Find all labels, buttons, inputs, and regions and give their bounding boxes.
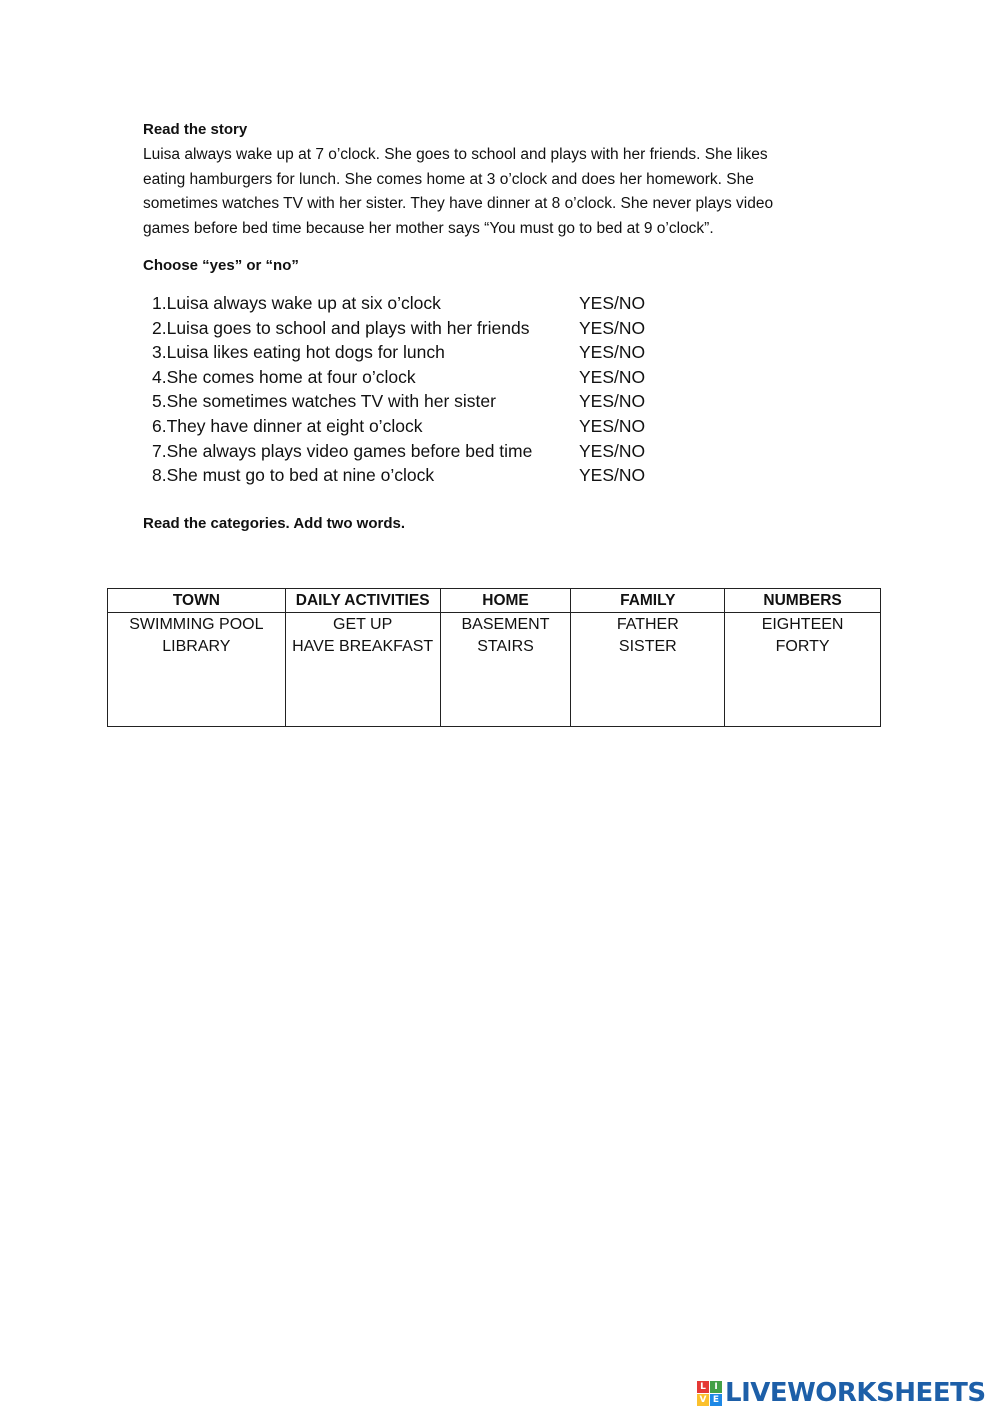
category-cell-home[interactable] — [440, 613, 571, 727]
story-line: sometimes watches TV with her sister. They have dinner at 8 o’clock. She never plays video — [143, 195, 774, 212]
yes-no-question-list — [152, 291, 672, 488]
story-line: eating hamburgers for lunch. She comes home at 3 o’clock and does her homework. She — [143, 170, 754, 188]
column-header-daily-activities: DAILY ACTIVITIES — [285, 589, 440, 613]
question-row — [152, 316, 672, 341]
category-word: LIBRARY — [162, 638, 231, 655]
category-word: BASEMENT — [461, 616, 550, 633]
category-cell-family[interactable] — [571, 613, 725, 727]
categories-heading: Read the categories. Add two words. — [143, 515, 405, 532]
question-text: 5.She sometimes watches TV with her sister — [152, 391, 496, 412]
yes-no-answer[interactable]: YES/NO — [579, 465, 646, 486]
question-text: 4.She comes home at four o’clock — [152, 366, 416, 387]
category-word: SWIMMING POOL — [129, 616, 264, 633]
brand-name: LIVEWORKSHEETS — [725, 1378, 986, 1408]
category-word: HAVE BREAKFAST — [292, 638, 434, 655]
category-cell-daily-activities[interactable] — [285, 613, 440, 727]
question-row — [152, 365, 672, 390]
question-text: 2.Luisa goes to school and plays with her friends — [152, 317, 530, 338]
yes-no-answer[interactable]: YES/NO — [579, 391, 646, 412]
logo-tile: E — [710, 1394, 722, 1406]
story-line: Luisa always wake up at 7 o’clock. She goes to school and plays with her friends. She likes — [143, 146, 768, 163]
liveworksheets-logo-icon — [697, 1381, 722, 1406]
story-heading: Read the story — [143, 121, 248, 138]
question-row — [152, 340, 672, 365]
story-line: games before bed time because her mother says “You must go to bed at 9 o’clock”. — [143, 219, 714, 237]
category-word: EIGHTEEN — [761, 616, 844, 633]
yes-no-answer[interactable]: YES/NO — [579, 440, 646, 461]
question-row — [152, 414, 672, 439]
question-text: 1.Luisa always wake up at six o’clock — [152, 293, 441, 313]
story-paragraph — [143, 143, 843, 241]
question-text: 6.They have dinner at eight o’clock — [152, 415, 423, 436]
column-header-town: TOWN — [108, 589, 286, 613]
question-row — [152, 463, 672, 488]
question-text: 3.Luisa likes eating hot dogs for lunch — [152, 342, 445, 363]
yes-no-answer[interactable]: YES/NO — [579, 366, 646, 387]
logo-tile: L — [697, 1381, 709, 1393]
yes-no-answer[interactable]: YES/NO — [579, 415, 646, 436]
yes-no-answer[interactable]: YES/NO — [579, 342, 646, 363]
column-header-home: HOME — [440, 589, 571, 613]
category-cell-numbers[interactable] — [725, 613, 881, 727]
category-word: GET UP — [333, 616, 393, 633]
question-text: 8.She must go to bed at nine o’clock — [152, 465, 435, 486]
question-row — [152, 439, 672, 464]
question-row — [152, 291, 672, 316]
liveworksheets-brand — [697, 1378, 986, 1408]
category-cell-town[interactable] — [108, 613, 286, 727]
category-word: FORTY — [775, 638, 830, 655]
yes-no-answer[interactable]: YES/NO — [579, 317, 646, 338]
category-word: SISTER — [618, 638, 677, 655]
table-header-row — [108, 589, 881, 613]
category-word: STAIRS — [477, 638, 534, 655]
category-word: FATHER — [616, 616, 679, 633]
logo-tile: V — [697, 1394, 709, 1406]
question-text: 7.She always plays video games before bed time — [152, 440, 533, 461]
logo-tile: I — [710, 1381, 722, 1393]
yes-no-heading: Choose “yes” or “no” — [143, 257, 299, 274]
column-header-family: FAMILY — [571, 589, 725, 613]
column-header-numbers: NUMBERS — [725, 589, 881, 613]
categories-table — [107, 588, 881, 727]
yes-no-answer[interactable]: YES/NO — [579, 293, 646, 313]
question-row — [152, 389, 672, 414]
table-row — [108, 613, 881, 727]
